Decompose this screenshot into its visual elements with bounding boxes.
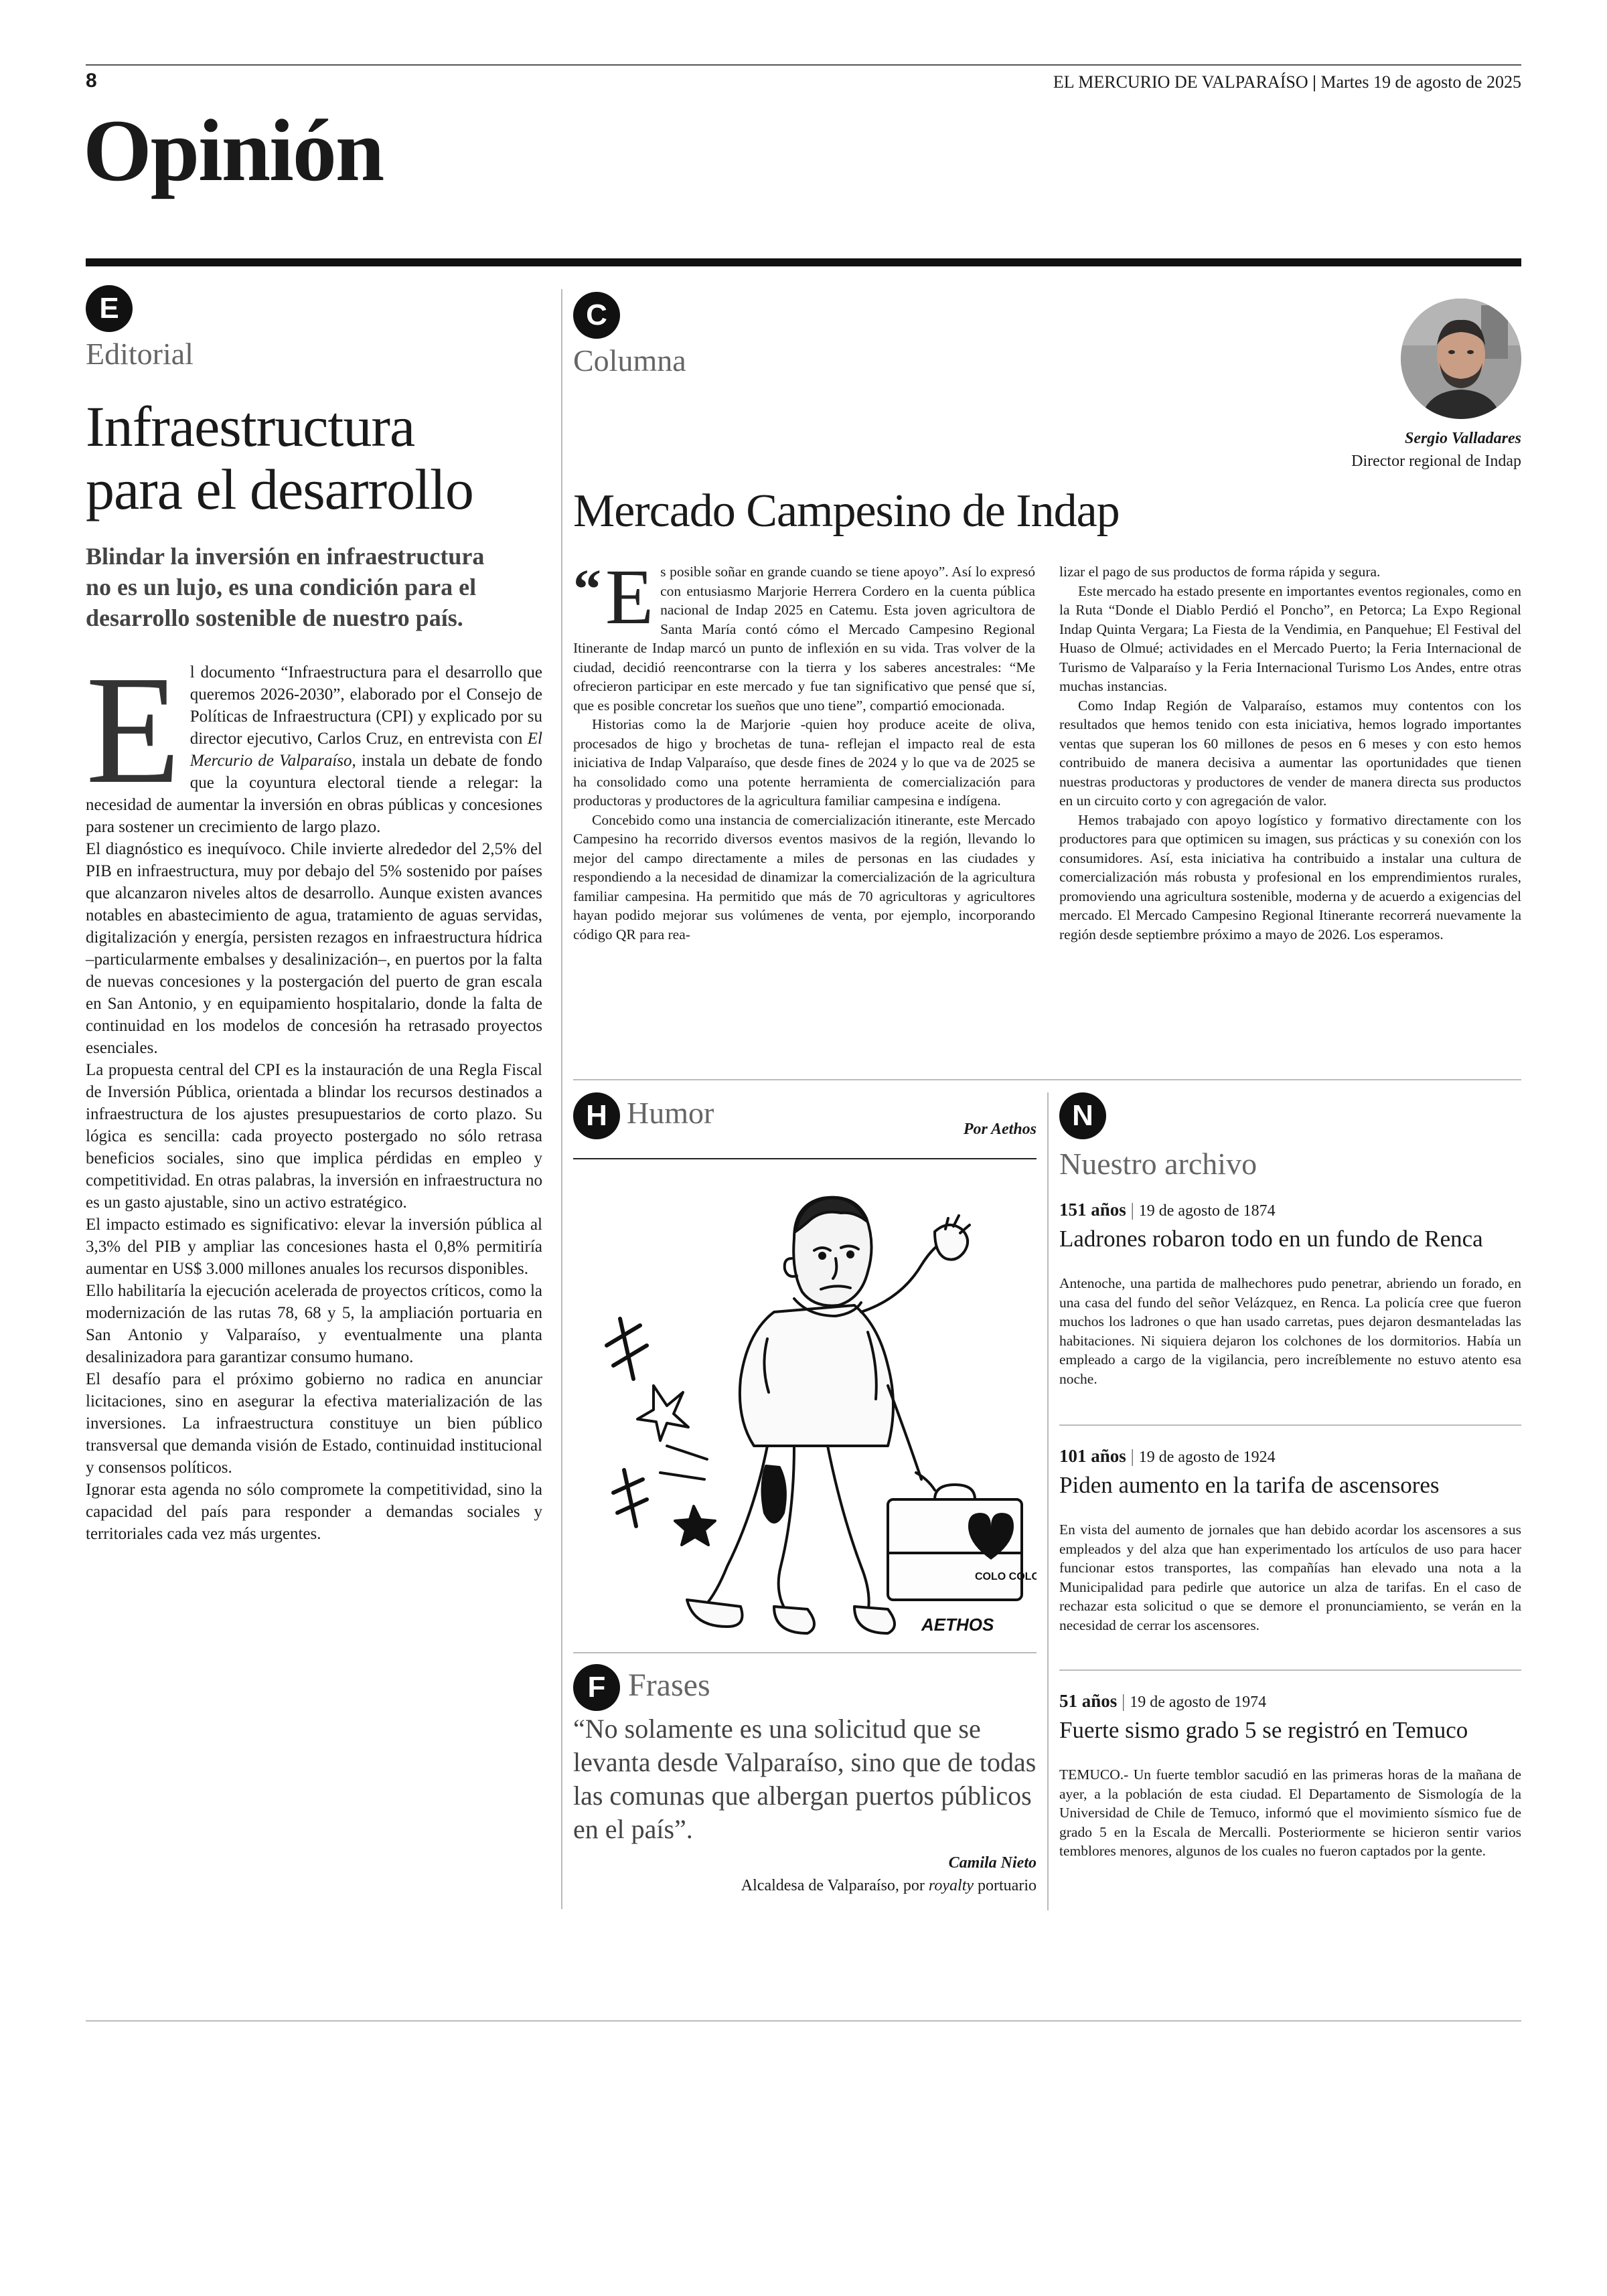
column-paragraph-cont: lizar el pago de sus productos de forma rápida y segura. [1059, 564, 1381, 580]
column-paragraph: Historias como la de Marjorie -quien hoy produce aceite de oliva, procesados de higo y brochetas de tuna- reflejan el impacto real de esta iniciativa de Indap Valparaíso, que desde fines de 2024 y lo que va de 2025 se ha consolidado como una potente herramienta de comercialización para productoras y productores de la agricultura familiar campesina e indígena. [573, 716, 1035, 809]
archivo-rule [1059, 1669, 1521, 1671]
section-thick-rule [86, 258, 1521, 266]
archivo-item [1059, 1446, 1521, 1635]
archivo-item-title: Ladrones robaron todo en un fundo de Renca [1059, 1226, 1483, 1252]
archivo-item-body: TEMUCO.- Un fuerte temblor sacudió en las primeras horas de la mañana de ayer, a la población de esta ciudad. El Departamento de Sismología de la Universidad de Chile de Temuco, informó que el movimiento sísmico fue de grado 5 en la Escala de Mercalli. Posteriormente se hicieron sentir varios temblores menores, algunos de los cuales no fueron captados por la gente. [1059, 1767, 1521, 1859]
editorial-paragraph: El diagnóstico es inequívoco. Chile invierte alrededor del 2,5% del PIB en infraestructura, muy por debajo del 5% sostenido por países que alcanzaron niveles altos de desarrollo. Aunque existen avances notables en abastecimiento de agua, tratamiento de aguas servidas, digitalización y energía, persisten rezagos en infraestructura hídrica –particularmente embalses y desalinización–, en puertos por la falta de nuevas concesiones y la postergación del puerto de gran escala en San Antonio, y en equipamiento hospitalario, donde la falta de continuidad en los modelos de concesión ha retrasado proyectos esenciales. [86, 840, 542, 1057]
humor-rule [573, 1158, 1037, 1159]
humor-badge: H [573, 1092, 620, 1139]
editorial-dropcap: E [86, 644, 181, 816]
author-photo-illustration [1401, 299, 1521, 419]
archivo-divider [1047, 1092, 1049, 1910]
archivo-item [1059, 1200, 1521, 1388]
publication-date: Martes 19 de agosto de 2025 [1320, 72, 1521, 92]
column-dropcap: E [605, 553, 654, 641]
archivo-item-dateline: 101 años | 19 de agosto de 1924 [1059, 1446, 1276, 1466]
editorial-paragraph: Ignorar esta agenda no sólo compromete la competitividad, sino la capacidad del país para responder a demandas sociales y territoriales cada vez más urgentes. [86, 1481, 542, 1543]
column-paragraph-1: “ E s posible soñar en grande cuando se tiene apoyo”. Así lo expresó con entusiasmo Marjorie Herrera Cordero en la cuenta pública nacional de Indap 2025 en Catemu. Esta joven agricultora de Santa María contó cómo el Mercado Campesino Regional Itinerante de Indap marcó un punto de inflexión en su vida. Tras volver de la ciudad, decidió reencontrarse con la tierra y los saberes ancestrales: “Me ofrecieron participar en este mercado y fue tan significativo que pensé que sí, que es posible concretar los sueños que uno tiene”, compartió emocionada. [573, 553, 1035, 714]
editorial-body [86, 644, 542, 1545]
editorial-paragraph-1: El documento “Infraestructura para el desarrollo que queremos 2026-2030”, elaborado por el Consejo de Políticas de Infraestructura (CPI) y explicado por su director ejecutivo, Carlos Cruz, en entrevista con El Mercurio de Valparaíso, instala un debate de fondo que la coyuntura electoral tiende a relegar: la necesidad de aumentar la inversión en obras públicas y concesiones para sostener un crecimiento de largo plazo. [86, 644, 542, 836]
author-photo [1401, 299, 1521, 419]
archivo-item-dateline: 151 años | 19 de agosto de 1874 [1059, 1200, 1276, 1220]
cartoon-illustration [573, 1165, 1037, 1647]
frases-quote: “No solamente es una solicitud que se levanta desde Valparaíso, sino que de todas las comunas que albergan puertos públicos en el país”. [573, 1714, 1037, 1844]
editorial-paragraph: Ello habilitaría la ejecución acelerada de proyectos críticos, como la modernización de las rutas 78, 68 y 5, la ampliación portuaria en San Antonio y Valparaíso, y eventualmente una planta desalinizadora para garantizar consumo humano. [86, 1282, 542, 1366]
editorial-deck: Blindar la inversión en infraestructura no es un lujo, es una condición para el desarrollo sostenible de nuestro país. [86, 543, 485, 631]
column-body-left [573, 553, 1035, 944]
column-paragraph: Hemos trabajado con apoyo logístico y formativo directamente con los productores para que optimicen su imagen, sus prácticas y su conexión con los consumidores. Así, esta iniciativa ha contribuido a instalar una cultura de comercialización más robusta y profesional en los emprendimientos rurales, promoviendo una agricultura sostenible, moderna y de acuerdo a exigencias del mercado. El Mercado Campesino Regional Itinerante recorrerá nuevamente la región desde septiembre próximo a mayo de 2026. Los esperamos. [1059, 811, 1521, 942]
publication-dateline: EL MERCURIO DE VALPARAÍSO | Martes 19 de agosto de 2025 [1053, 72, 1521, 92]
column-author-role: Director regional de Indap [1351, 453, 1521, 470]
editorial-paragraph: El desafío para el próximo gobierno no radica en anunciar licitaciones, sino en asegurar la efectiva materialización de las inversiones. La infraestructura constituye un bien público transversal que demanda visión de Estado, continuidad institucional y consensos políticos. [86, 1370, 542, 1477]
column-paragraph: Como Indap Región de Valparaíso, estamos muy contentos con los resultados que hemos tenido con esta iniciativa, hemos logrado importantes ventas que superan los 60 millones de pesos en 6 meses y con esto hemos contribuido de manera decisiva a aumentar las oportunidades que tienen nuestras productoras y productores de vender de manera directa sus productos en un circuito corto y con agregación de valor. [1059, 697, 1521, 809]
column-body-right [1059, 562, 1521, 944]
humor-cartoon [573, 1165, 1037, 1647]
archivo-label: Nuestro archivo [1059, 1147, 1257, 1181]
humor-byline: Por Aethos [963, 1121, 1037, 1138]
column-badge: C [573, 292, 620, 339]
archivo-item-title: Fuerte sismo grado 5 se registró en Temuco [1059, 1717, 1468, 1743]
archivo-rule [1059, 1424, 1521, 1426]
editorial-label: Editorial [86, 337, 194, 371]
editorial-paragraph: La propuesta central del CPI es la instauración de una Regla Fiscal de Inversión Pública, orientada a blindar los recursos destinados a infraestructura de los ajustes presupuestarios de corto plazo. Su lógica es sencilla: cada proyecto postergado no sólo retrasa beneficios sociales, sino que implica pérdidas en empleo y competitividad. En otras palabras, la inversión en infraestructura no es un gasto ajustable, sino un activo estratégico. [86, 1061, 542, 1212]
column-quote-mark: “ [573, 558, 601, 621]
editorial-headline [86, 395, 473, 521]
frases-label: Frases [628, 1667, 710, 1703]
editorial-headline-line2: para el desarrollo [86, 457, 473, 521]
briefcase-label: COLO COLO [975, 1571, 1037, 1582]
frases-role: Alcaldesa de Valparaíso, por royalty portuario [741, 1877, 1037, 1894]
column-label: Columna [573, 343, 686, 378]
archivo-item-body: Antenoche, una partida de malhechores pudo penetrar, abriendo un forado, en una casa del fundo del señor Velázquez, en Renca. La policía cree que fueron muchos los ladrones o que han usado carretas, pues dejaron desmanteladas las habitaciones. Ni siquiera dejaron los colchones de los dormitorios. Había un empleado a cargo de la vigilancia, pero increíblemente no estuvo atento esa noche. [1059, 1275, 1521, 1387]
archivo-item-dateline: 51 años | 19 de agosto de 1974 [1059, 1691, 1267, 1711]
column-bottom-rule [573, 1079, 1521, 1080]
editorial-paragraph: El impacto estimado es significativo: elevar la inversión pública al 3,3% del PIB y ampliar las concesiones hasta el 0,8% permitiría aumentar en US$ 3.000 millones anuales los recursos disponibles. [86, 1216, 542, 1278]
frases-author: Camila Nieto [948, 1854, 1037, 1872]
archivo-item-body: En vista del aumento de jornales que han debido acordar los ascensores a sus empleados y del alza que han experimentado los artículos de uso para hacer funcionar estos transportes, las compañías han elevado una nota a la Municipalidad para pedirle que autorice un alza de tarifas. En el caso de rechazar esta solicitud o que se demore el pronunciamiento, se verán en la necesidad de cerrar los ascensores. [1059, 1522, 1521, 1633]
page-bottom-rule [86, 2020, 1521, 2022]
archivo-item [1059, 1691, 1521, 1861]
editorial-divider [561, 289, 562, 1909]
column-paragraph: Concebido como una instancia de comercialización itinerante, este Mercado Campesino ha recorrido diversos eventos masivos de la región, llevando lo mejor del campo directamente a miles de personas en las ciudades y respondiendo a la necesidad de dinamizar la comercialización de la agricultura familiar campesina. Ha permitido que más de 70 agricultoras y agricultores hayan podido mejorar sus volúmenes de venta, por ejemplo, incorporando código QR para rea- [573, 811, 1035, 942]
frases-top-rule [573, 1652, 1037, 1653]
publication-name: EL MERCURIO DE VALPARAÍSO [1053, 72, 1308, 92]
frases-badge: F [573, 1664, 620, 1711]
page-number: 8 [86, 70, 97, 92]
editorial-headline-line1: Infraestructura [86, 394, 415, 459]
archivo-item-title: Piden aumento en la tarifa de ascensores [1059, 1472, 1440, 1498]
column-headline: Mercado Campesino de Indap [573, 485, 1120, 537]
humor-label: Humor [627, 1096, 714, 1130]
cartoon-signature: AETHOS [921, 1615, 994, 1635]
column-paragraph: Este mercado ha estado presente en importantes eventos regionales, como en la Ruta “Donde el Diablo Perdió el Poncho”, en Petorca; La Expo Regional Indap Quinta Vergara; La Fiesta de la Vendimia, en Panquehue; El Festival del Huaso de Olmué; actividades en el Mercado Puerto; la Feria Internacional de Turismo de Valparaíso y la Feria Internacional Turismo Los Andes, entre otras muchas instancias. [1059, 582, 1521, 694]
column-author-name: Sergio Valladares [1404, 430, 1521, 447]
header-top-rule [86, 64, 1521, 66]
archivo-badge: N [1059, 1092, 1106, 1139]
section-title: Opinión [83, 101, 384, 199]
editorial-badge: E [86, 285, 133, 332]
